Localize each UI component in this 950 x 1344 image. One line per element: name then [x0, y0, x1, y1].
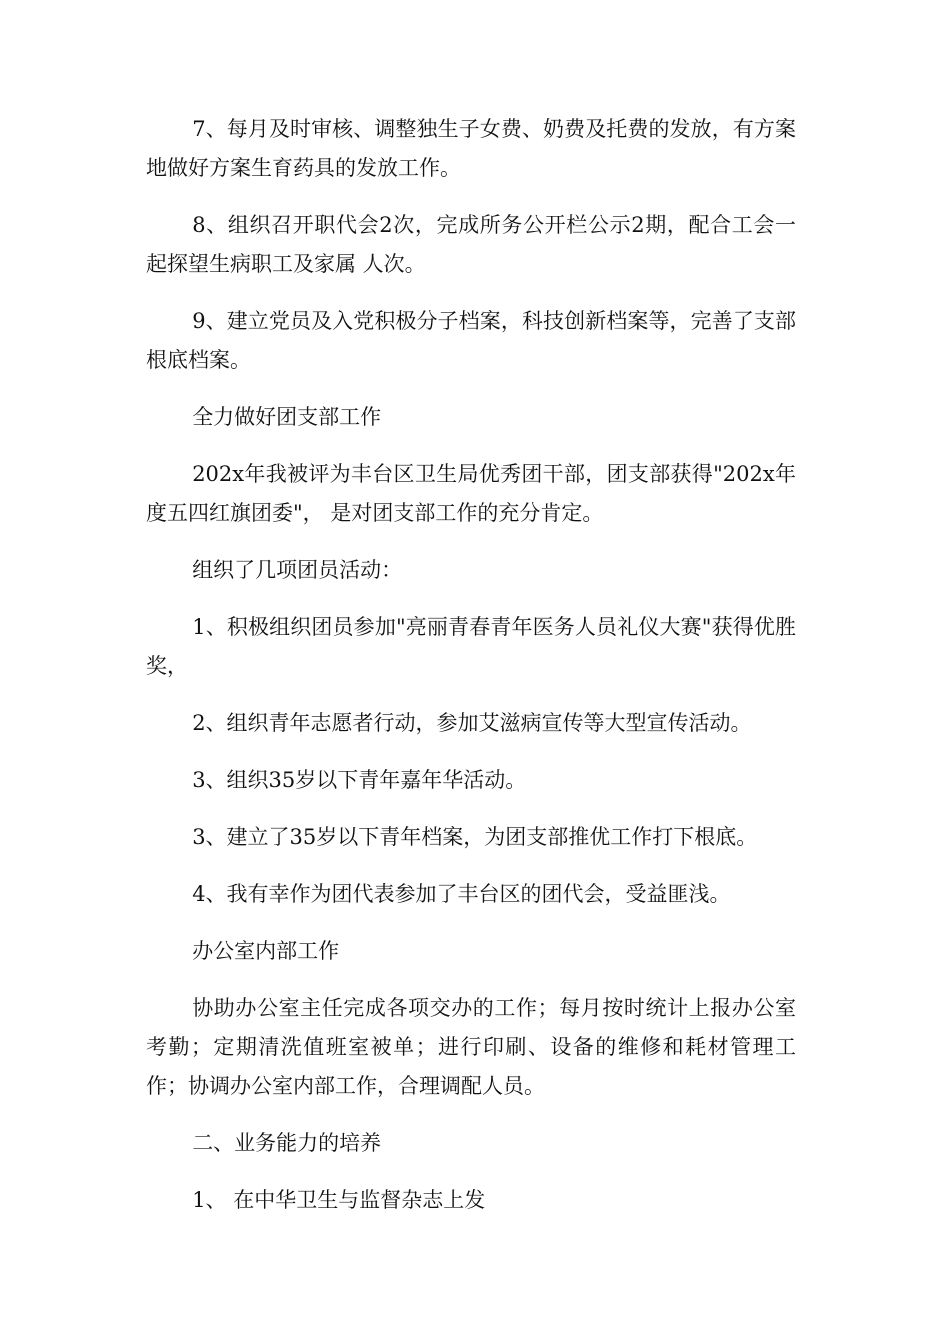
section-heading-ability: 二、业务能力的培养: [192, 1131, 382, 1155]
activity-item-3b: 3、建立了35岁以下青年档案，为团支部推优工作打下根底。: [192, 825, 758, 849]
paragraph-item-7: 7、每月及时审核、调整独生子女费、奶费及托费的发放，有方案地做好方案生育药具的发放工作。: [146, 117, 796, 180]
section-heading-league-branch: 全力做好团支部工作: [192, 405, 382, 429]
paragraph-item-8: 8、组织召开职代会2次，完成所务公开栏公示2期，配合工会一起探望生病职工及家属 人次。: [146, 213, 796, 276]
activity-item-1: 1、积极组织团员参加"亮丽青春青年医务人员礼仪大赛"获得优胜奖，: [146, 615, 796, 678]
paragraph-award: 202x年我被评为丰台区卫生局优秀团干部，团支部获得"202x年度五四红旗团委"， 是对团支部工作的充分肯定。: [146, 462, 796, 525]
paragraph-office-work: 协助办公室主任完成各项交办的工作；每月按时统计上报办公室考勤；定期清洗值班室被单；进行印刷、设备的维修和耗材管理工作；协调办公室内部工作，合理调配人员。: [146, 996, 796, 1098]
paragraph-item-9: 9、建立党员及入党积极分子档案，科技创新档案等，完善了支部根底档案。: [146, 309, 796, 372]
activity-item-2: 2、组织青年志愿者行动，参加艾滋病宣传等大型宣传活动。: [192, 711, 752, 735]
activity-item-4: 4、我有幸作为团代表参加了丰台区的团代会，受益匪浅。: [192, 882, 731, 906]
section-heading-office: 办公室内部工作: [192, 939, 340, 963]
paragraph-publication: 1、 在中华卫生与监督杂志上发: [192, 1188, 486, 1212]
activity-item-3a: 3、组织35岁以下青年嘉年华活动。: [192, 768, 527, 792]
document-body: [146, 110, 796, 1238]
subheading-activities: 组织了几项团员活动：: [192, 558, 403, 582]
